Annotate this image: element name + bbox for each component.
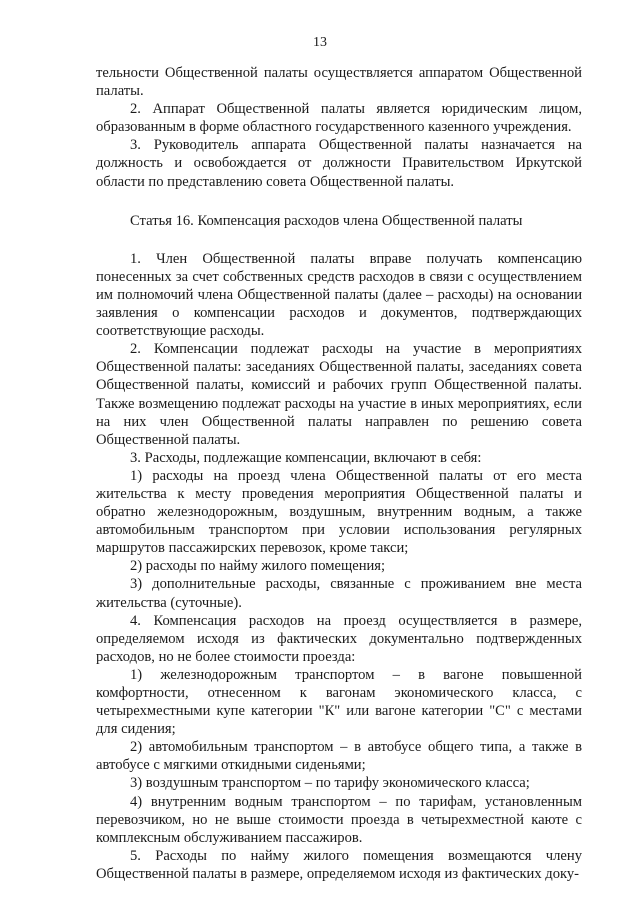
list-item: 1) расходы на проезд члена Общественной палаты от его места жительства к месту проведения мероприятия Общественной палаты и обратно железнодорожным, воздушным, внутренним водным, а также автомобильным транспортом при условии использования регулярных маршрутов пассажирских перевозок, кроме такси; <box>96 467 582 557</box>
continued-paragraph: тельности Общественной палаты осуществляется аппаратом Общественной палаты. <box>96 65 582 100</box>
list-item: 4) внутренним водным транспортом – по тарифам, установленным перевозчиком, но не выше стоимости проезда в четырехместной каюте с комплексным обслуживанием пассажиров. <box>96 793 582 846</box>
paragraph: 4. Компенсация расходов на проезд осуществляется в размере, определяемом исходя из фактических документально подтвержденных расходов, но не более стоимости проезда: <box>96 612 582 665</box>
article-heading: Статья 16. Компенсация расходов члена Общественной палаты <box>130 212 523 229</box>
list-item: 2) расходы по найму жилого помещения; <box>130 558 386 575</box>
page-body <box>96 64 582 883</box>
paragraph: 3. Руководитель аппарата Общественной палаты назначается на должность и освобождается от должности Правительством Иркутской области по представлению совета Общественной палаты. <box>96 137 582 190</box>
paragraph: 2. Аппарат Общественной палаты является юридическим лицом, образованным в форме областного государственного казенного учреждения. <box>96 101 582 136</box>
list-item: 3) дополнительные расходы, связанные с проживанием вне места жительства (суточные). <box>96 576 582 611</box>
list-item: 1) железнодорожным транспортом – в вагоне повышенной комфортности, отнесенном к вагонам экономического класса, с четырехместными купе категории "К" или вагоне категории "С" с местами для сидения; <box>96 666 582 738</box>
paragraph: 5. Расходы по найму жилого помещения возмещаются члену Общественной палаты в размере, определяемом исходя из фактических доку- <box>96 847 582 882</box>
list-item: 2) автомобильным транспортом – в автобусе общего типа, а также в автобусе с мягкими откидными сиденьями; <box>96 739 582 774</box>
paragraph: 1. Член Общественной палаты вправе получать компенсацию понесенных за счет собственных средств расходов в связи с осуществлением им полномочий члена Общественной палаты (далее – расходы) на основании заявления о компенсации расходов и документов, подтверждающих соответствующие расходы. <box>96 250 582 340</box>
list-item: 3) воздушным транспортом – по тарифу экономического класса; <box>130 775 530 792</box>
page-number: 13 <box>313 35 327 50</box>
paragraph: 2. Компенсации подлежат расходы на участие в мероприятиях Общественной палаты: заседаниях Общественной палаты, заседаниях совета Общественной палаты, комиссий и рабочих групп Общественной палаты. Также возмещению подлежат расходы на участие в иных мероприятиях, если на них член Общественной палаты направлен по решению совета Общественной палаты. <box>96 341 582 448</box>
paragraph: 3. Расходы, подлежащие компенсации, включают в себя: <box>130 449 482 466</box>
